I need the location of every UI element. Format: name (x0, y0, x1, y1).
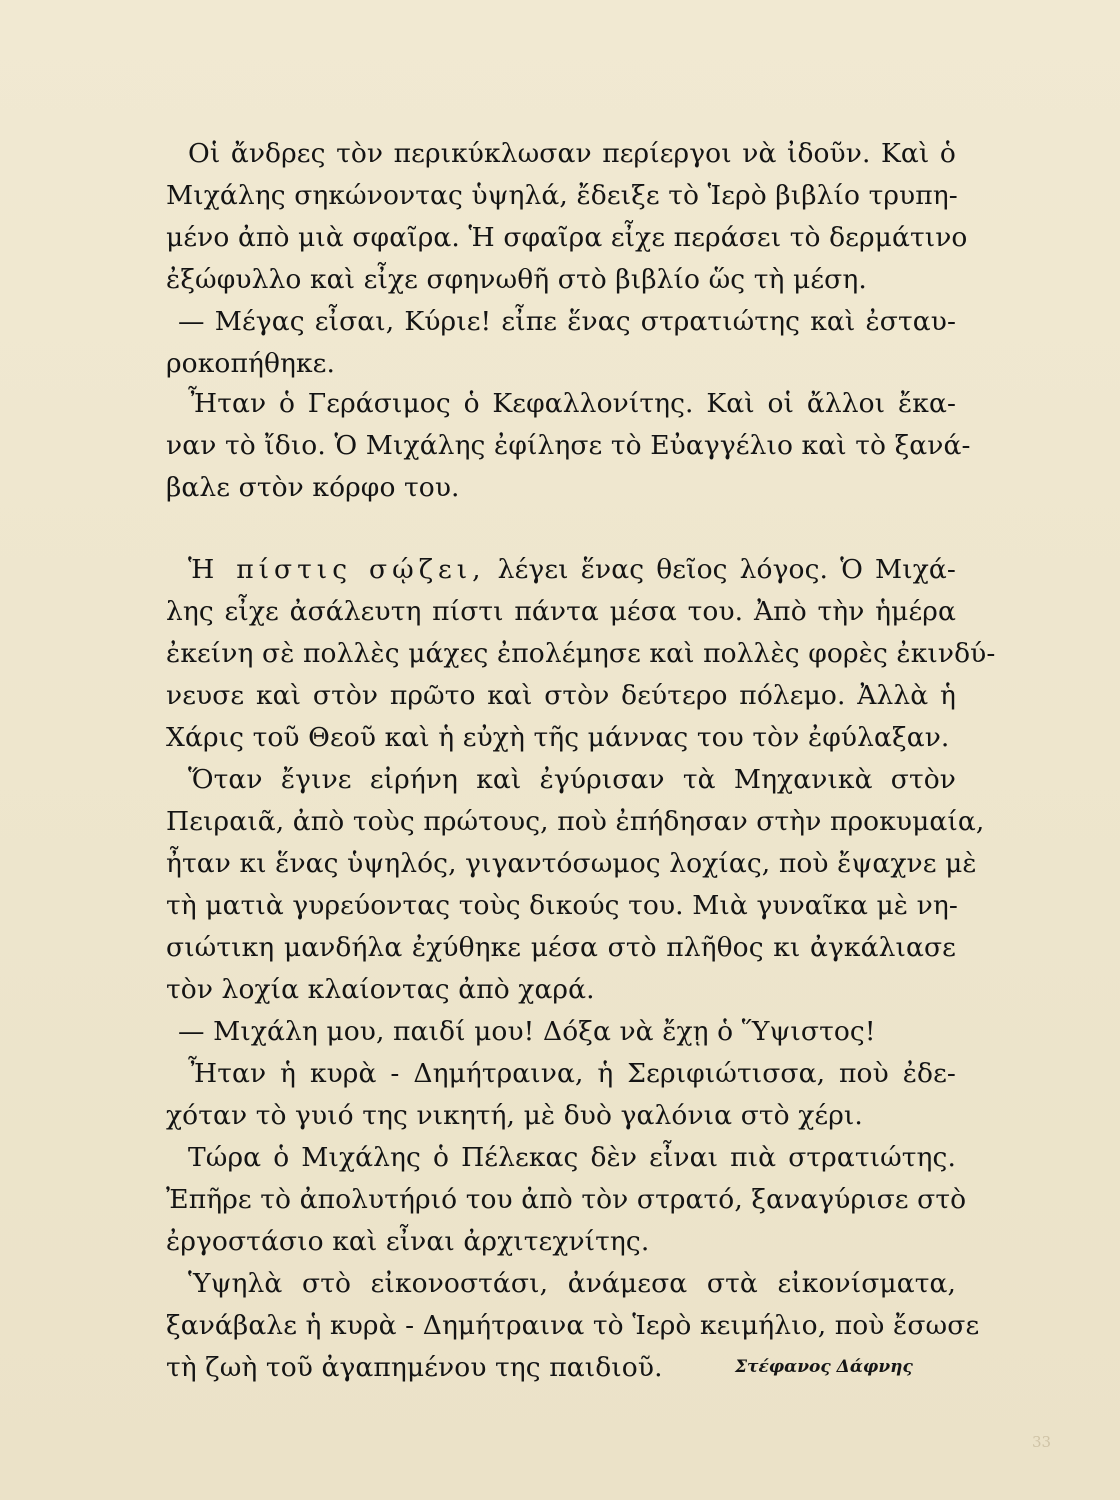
author-signature: Στέφανος Δάφνης (735, 1357, 913, 1377)
text-line: λης εἶχε ἀσάλευτη πίστι πάντα μέσα του. Ἀπὸ τὴν ἡμέρα (166, 596, 956, 627)
text-line: ἐργοστάσιο καὶ εἶναι ἀρχιτεχνίτης. (166, 1226, 650, 1257)
text-line: τὴ ματιὰ γυρεύοντας τοὺς δικούς του. Μιὰ γυναῖκα μὲ νη- (166, 890, 958, 921)
text-line: ἐκείνη σὲ πολλὲς μάχες ἐπολέμησε καὶ πολλὲς φορὲς ἐκινδύ- (166, 638, 996, 669)
text-line: σιώτικη μανδήλα ἐχύθηκε μέσα στὸ πλῆθος κι ἀγκάλιασε (166, 932, 956, 963)
text-line: Τώρα ὁ Μιχάλης ὁ Πέλεκας δὲν εἶναι πιὰ στρατιώτης. (188, 1142, 956, 1173)
text-line: Ὅταν ἔγινε εἰρήνη καὶ ἐγύρισαν τὰ Μηχανικὰ στὸν (188, 764, 956, 795)
page-number: 33 (1032, 1433, 1052, 1451)
dialogue-line: — Μιχάλη μου, παιδί μου! Δόξα νὰ ἔχῃ ὁ Ὕψιστος! (178, 1016, 876, 1047)
text-line: ξανάβαλε ἡ κυρὰ - Δημήτραινα τὸ Ἱερὸ κειμήλιο, ποὺ ἔσωσε (166, 1310, 980, 1341)
line-rest: λέγει ἕνας θεῖος λόγος. Ὁ Μιχά- (497, 554, 956, 585)
dialogue-line: — Μέγας εἶσαι, Κύριε! εἶπε ἕνας στρατιώτης καὶ ἐσταυ- (178, 306, 956, 337)
text-line: Πειραιᾶ, ἀπὸ τοὺς πρώτους, ποὺ ἐπήδησαν στὴν προκυμαία, (166, 806, 985, 837)
text-line: ἦταν κι ἕνας ὑψηλός, γιγαντόσωμος λοχίας, ποὺ ἔψαχνε μὲ (166, 848, 977, 879)
text-line: ἐξώφυλλο καὶ εἶχε σφηνωθῆ στὸ βιβλίο ὥς τὴ μέση. (166, 264, 867, 295)
text-line: Χάρις τοῦ Θεοῦ καὶ ἡ εὐχὴ τῆς μάννας του τὸν ἐφύλαξαν. (166, 722, 950, 753)
text-line: ναν τὸ ἴδιο. Ὁ Μιχάλης ἐφίλησε τὸ Εὐαγγέλιο καὶ τὸ ξανά- (166, 430, 971, 461)
text-line: τὸν λοχία κλαίοντας ἀπὸ χαρά. (166, 974, 595, 1005)
text-line: Ἦταν ἡ κυρὰ - Δημήτραινα, ἡ Σεριφιώτισσα, ποὺ ἐδε- (188, 1058, 956, 1089)
text-line: βαλε στὸν κόρφο του. (166, 472, 460, 503)
text-line: Ὑψηλὰ στὸ εἰκονοστάσι, ἀνάμεσα στὰ εἰκονίσματα, (188, 1268, 956, 1299)
text-line: Ἐπῆρε τὸ ἀπολυτήριό του ἀπὸ τὸν στρατό, ξαναγύρισε στὸ (166, 1184, 967, 1215)
text-line: μένο ἀπὸ μιὰ σφαῖρα. Ἡ σφαῖρα εἶχε περάσει τὸ δερμάτινο (166, 222, 968, 253)
text-line (188, 552, 956, 588)
text-line: νευσε καὶ στὸν πρῶτο καὶ στὸν δεύτερο πόλεμο. Ἀλλὰ ἡ (166, 680, 956, 711)
emphasized-phrase: Ἡ πίστις σῴζει, (188, 554, 486, 585)
text-line: Οἱ ἄνδρες τὸν περικύκλωσαν περίεργοι νὰ ἰδοῦν. Καὶ ὁ (188, 138, 956, 169)
text-line: Ἦταν ὁ Γεράσιμος ὁ Κεφαλλονίτης. Καὶ οἱ ἄλλοι ἔκα- (188, 388, 956, 419)
text-line: ροκοπήθηκε. (166, 348, 335, 379)
text-line: χόταν τὸ γυιό της νικητή, μὲ δυὸ γαλόνια στὸ χέρι. (166, 1100, 863, 1131)
text-line: Μιχάλης σηκώνοντας ὑψηλά, ἔδειξε τὸ Ἱερὸ βιβλίο τρυπη- (166, 180, 958, 211)
text-line: τὴ ζωὴ τοῦ ἀγαπημένου της παιδιοῦ. (166, 1352, 663, 1383)
